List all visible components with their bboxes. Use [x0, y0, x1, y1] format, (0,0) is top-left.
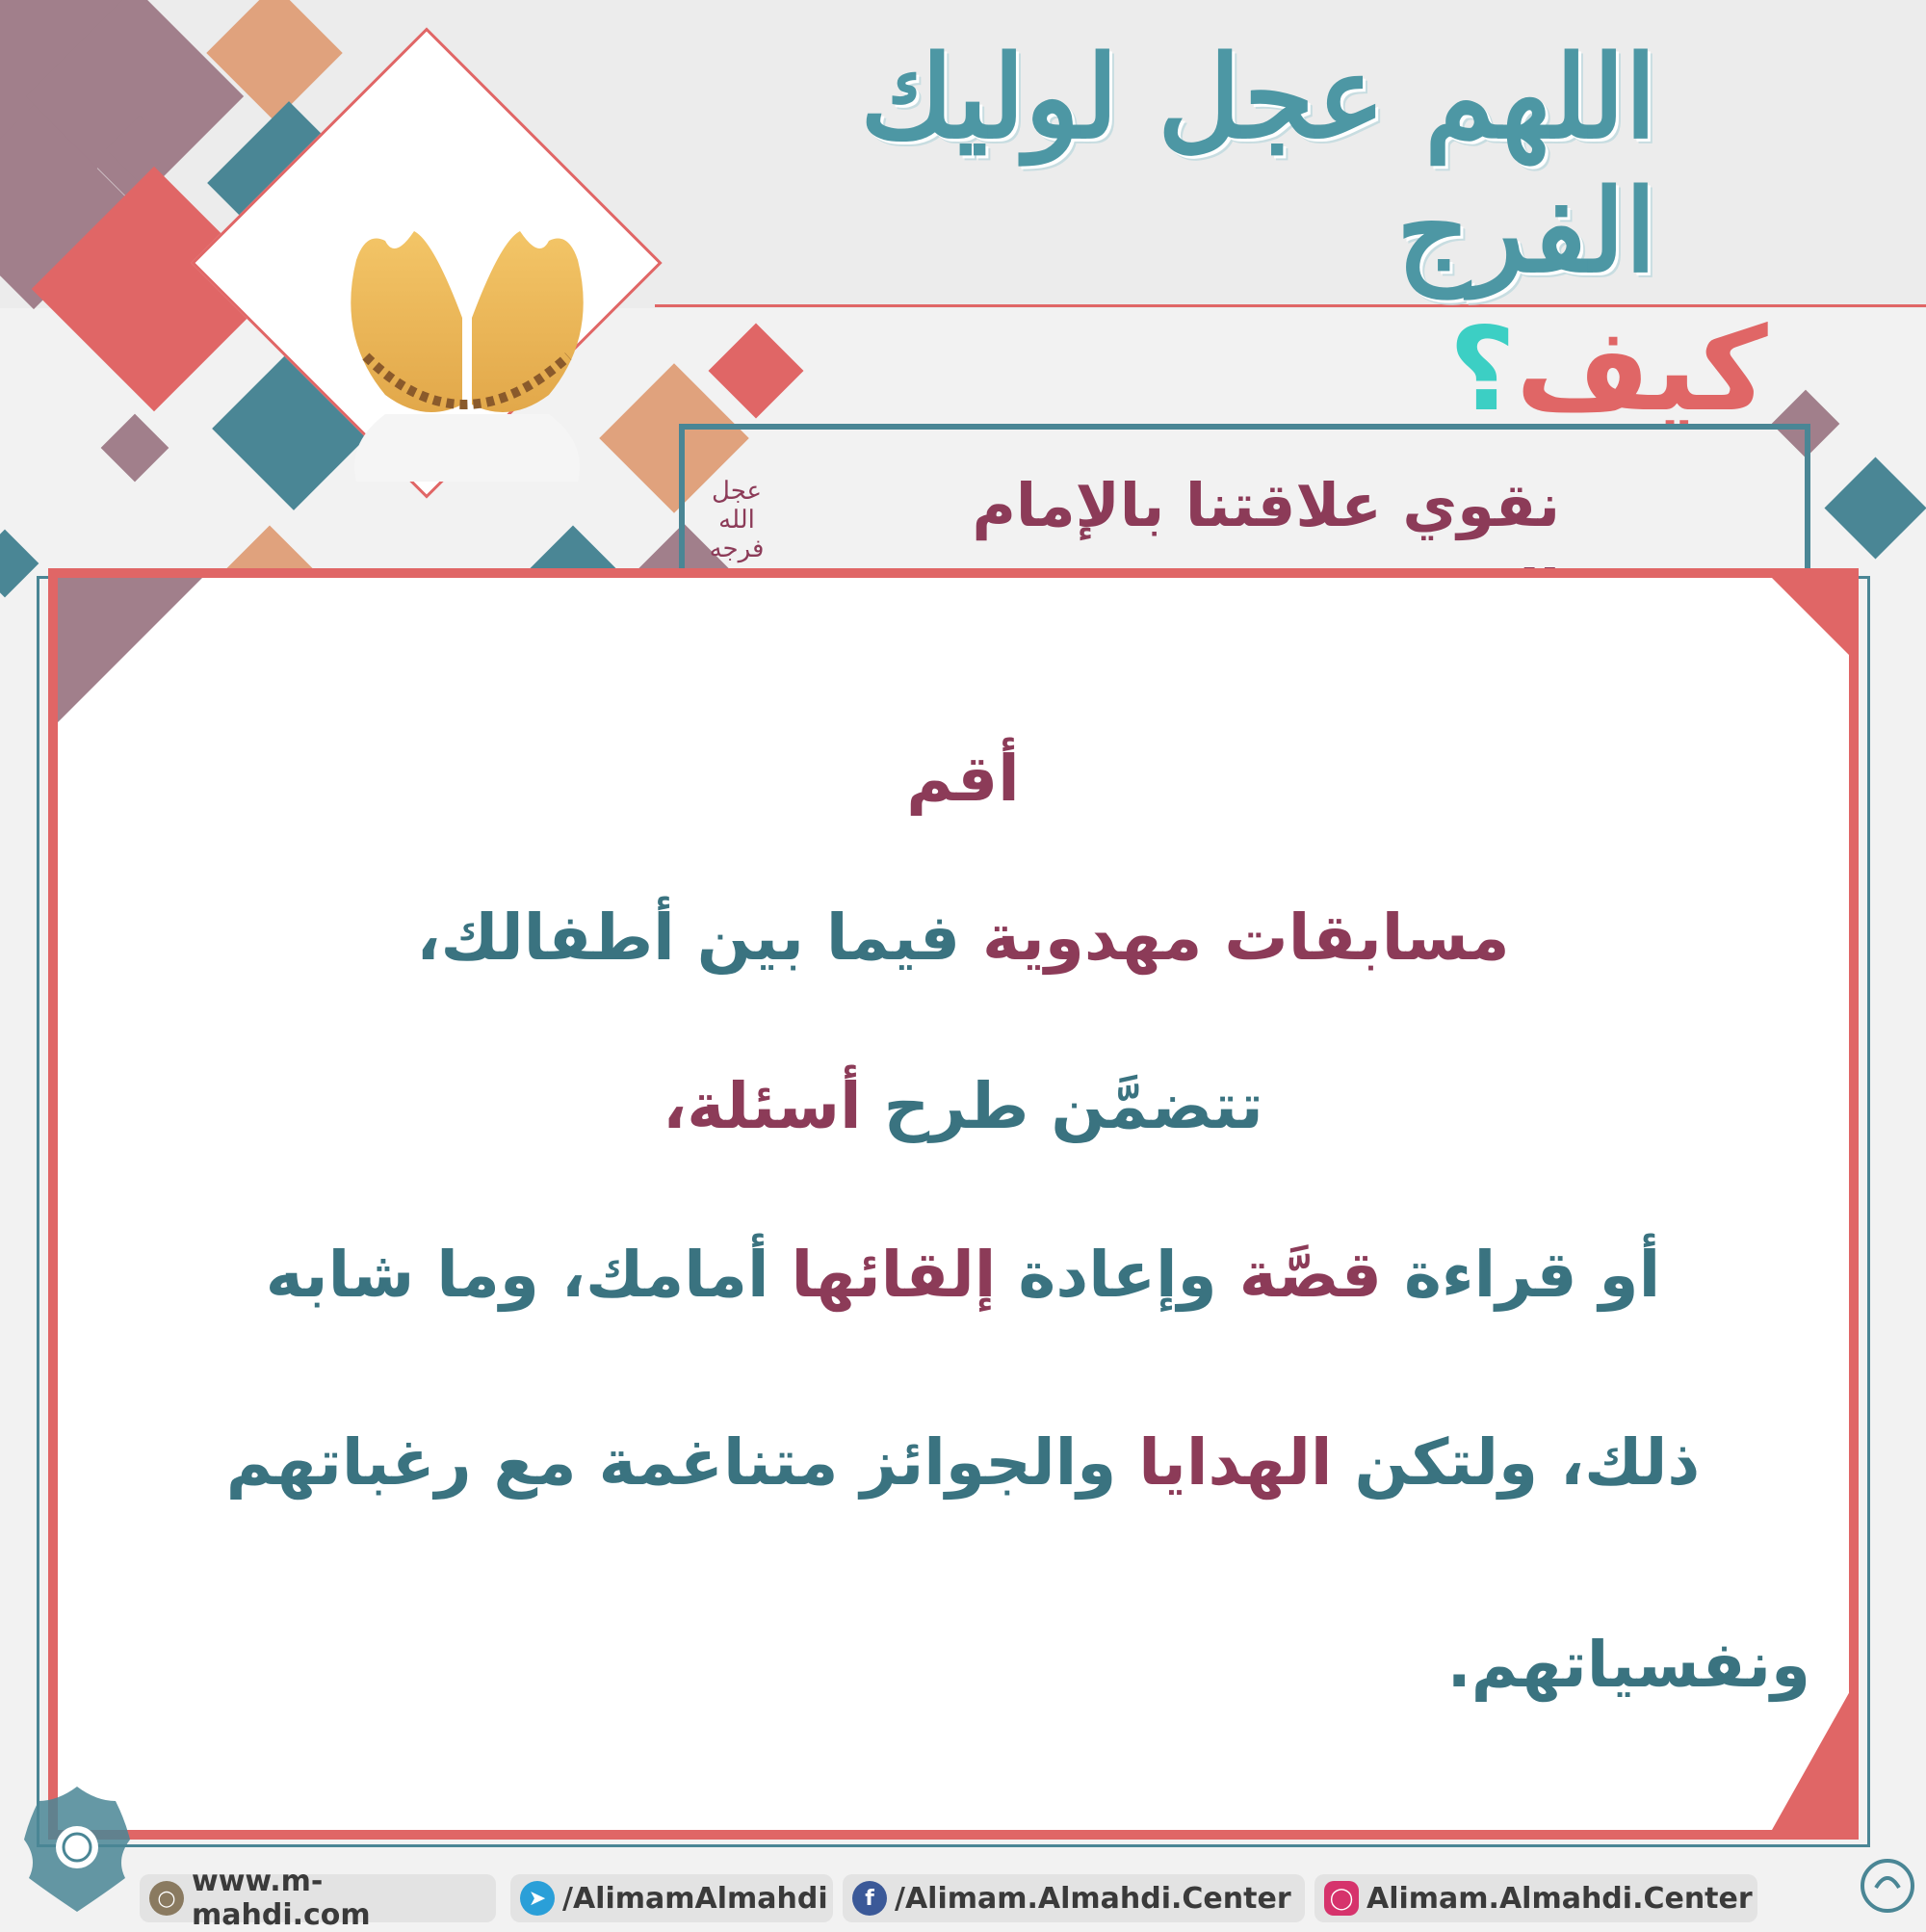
facebook-icon: f [852, 1881, 887, 1916]
subtitle: نقوي علاقتنا بالإمام [972, 470, 1560, 540]
content-line-3 [77, 1069, 1849, 1143]
website-link[interactable] [140, 1865, 496, 1932]
center-logo-icon [19, 1782, 135, 1917]
instagram-icon: ◯ [1324, 1881, 1359, 1916]
globe-icon: ○ [149, 1881, 184, 1916]
content-span: قصَّة [1238, 1238, 1382, 1312]
content-line-6: ونفسياتهم. [1446, 1628, 1810, 1702]
telegram-label: /AlimamAlmahdi [562, 1881, 828, 1916]
content-span: الهدايا [1138, 1425, 1333, 1500]
content-span: مسابقات مهدوية [982, 901, 1510, 975]
content-span: أو قراءة [1403, 1238, 1661, 1312]
telegram-icon: ➤ [520, 1881, 555, 1916]
content-span: إلقائها [791, 1238, 997, 1312]
praying-hands-image [327, 202, 607, 491]
telegram-link[interactable] [510, 1874, 833, 1922]
facebook-label: /Alimam.Almahdi.Center [895, 1881, 1291, 1916]
content-line-2 [77, 901, 1849, 975]
content-span: والجوائز متناغمة مع رغباتهم [225, 1425, 1117, 1500]
content-line-4 [77, 1238, 1849, 1312]
content-span: ذلك، ولتكن [1354, 1425, 1701, 1500]
content-span: وإعادة [1018, 1238, 1217, 1312]
instagram-label: Alimam.Almahdi.Center [1366, 1881, 1753, 1916]
kayf-heading [1435, 299, 1782, 443]
question-mark: ؟ [1448, 303, 1516, 437]
content-line-1: أقم [906, 742, 1020, 816]
content-span: أمامك، وما شابه [265, 1238, 769, 1312]
corner-triangle [1772, 578, 1859, 665]
center-logo-icon [1859, 1849, 1916, 1917]
content-span: تتضمَّن طرح [883, 1069, 1263, 1143]
deco-square [0, 530, 39, 598]
deco-square [1824, 457, 1926, 559]
facebook-link[interactable] [843, 1874, 1305, 1922]
deco-square [709, 324, 804, 419]
corner-triangle [58, 578, 202, 722]
kayf-word: كيف [1515, 303, 1768, 437]
header-title: اللهم عجل لوليك الفرج [860, 30, 1656, 298]
instagram-link[interactable] [1314, 1874, 1757, 1922]
content-line-5 [77, 1425, 1849, 1500]
content-span: فيما بين أطفالك، [416, 901, 961, 975]
honorific: عجل الله فرجه [709, 477, 765, 563]
website-label: www.m-mahdi.com [192, 1865, 371, 1932]
deco-square [101, 414, 169, 483]
content-span: أسئلة، [663, 1069, 862, 1143]
